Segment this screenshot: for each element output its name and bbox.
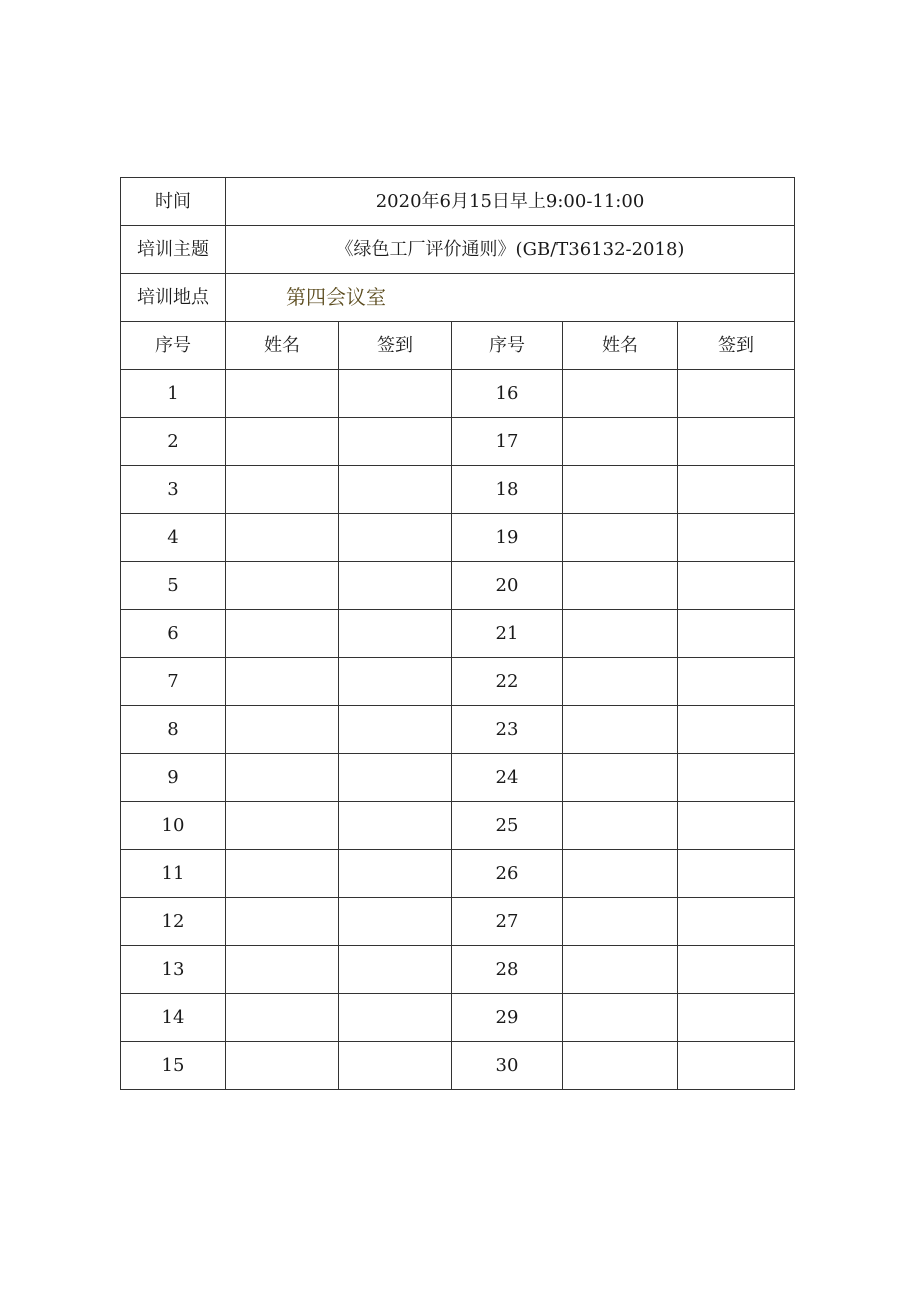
seq-cell-right: 28 (452, 946, 563, 994)
venue-label: 培训地点 (121, 274, 226, 322)
name-cell-left[interactable] (226, 706, 339, 754)
time-value: 2020年6月15日早上9:00-11:00 (226, 178, 795, 226)
name-cell-left[interactable] (226, 370, 339, 418)
name-cell-left[interactable] (226, 898, 339, 946)
sign-cell-left[interactable] (339, 466, 452, 514)
topic-value: 《绿色工厂评价通则》(GB/T36132-2018) (226, 226, 795, 274)
sign-cell-right[interactable] (678, 898, 795, 946)
sign-cell-right[interactable] (678, 706, 795, 754)
table-row (121, 802, 795, 850)
sign-cell-right[interactable] (678, 946, 795, 994)
name-cell-left[interactable] (226, 466, 339, 514)
sign-cell-left[interactable] (339, 994, 452, 1042)
sign-cell-left[interactable] (339, 562, 452, 610)
header-seq-left: 序号 (121, 322, 226, 370)
seq-cell-right: 19 (452, 514, 563, 562)
sign-cell-right[interactable] (678, 802, 795, 850)
table-row (121, 370, 795, 418)
sheet-body (121, 178, 795, 1090)
name-cell-right[interactable] (563, 658, 678, 706)
name-cell-right[interactable] (563, 898, 678, 946)
table-row (121, 898, 795, 946)
seq-cell-right: 25 (452, 802, 563, 850)
name-cell-right[interactable] (563, 754, 678, 802)
table-row (121, 850, 795, 898)
header-sign-left: 签到 (339, 322, 452, 370)
seq-cell-right: 30 (452, 1042, 563, 1090)
name-cell-right[interactable] (563, 562, 678, 610)
sign-cell-right[interactable] (678, 610, 795, 658)
seq-cell-left: 8 (121, 706, 226, 754)
name-cell-left[interactable] (226, 610, 339, 658)
table-row (121, 946, 795, 994)
seq-cell-right: 20 (452, 562, 563, 610)
seq-cell-left: 4 (121, 514, 226, 562)
sign-cell-right[interactable] (678, 562, 795, 610)
sign-cell-left[interactable] (339, 370, 452, 418)
name-cell-right[interactable] (563, 610, 678, 658)
column-header-row (121, 322, 795, 370)
header-name-right: 姓名 (563, 322, 678, 370)
table-row (121, 514, 795, 562)
table-row (121, 1042, 795, 1090)
seq-cell-left: 3 (121, 466, 226, 514)
name-cell-right[interactable] (563, 946, 678, 994)
name-cell-left[interactable] (226, 802, 339, 850)
sign-cell-left[interactable] (339, 754, 452, 802)
name-cell-right[interactable] (563, 802, 678, 850)
name-cell-right[interactable] (563, 706, 678, 754)
seq-cell-right: 29 (452, 994, 563, 1042)
sign-cell-right[interactable] (678, 418, 795, 466)
seq-cell-right: 26 (452, 850, 563, 898)
seq-cell-right: 27 (452, 898, 563, 946)
header-name-left: 姓名 (226, 322, 339, 370)
sign-cell-left[interactable] (339, 610, 452, 658)
sign-cell-left[interactable] (339, 1042, 452, 1090)
seq-cell-left: 6 (121, 610, 226, 658)
topic-row (121, 226, 795, 274)
name-cell-left[interactable] (226, 850, 339, 898)
seq-cell-right: 18 (452, 466, 563, 514)
sign-cell-right[interactable] (678, 466, 795, 514)
seq-cell-right: 16 (452, 370, 563, 418)
seq-cell-left: 9 (121, 754, 226, 802)
seq-cell-right: 21 (452, 610, 563, 658)
sign-cell-right[interactable] (678, 658, 795, 706)
sign-cell-left[interactable] (339, 898, 452, 946)
seq-cell-right: 17 (452, 418, 563, 466)
venue-row (121, 274, 795, 322)
seq-cell-left: 15 (121, 1042, 226, 1090)
name-cell-left[interactable] (226, 994, 339, 1042)
sign-cell-right[interactable] (678, 754, 795, 802)
sign-cell-left[interactable] (339, 850, 452, 898)
seq-cell-left: 1 (121, 370, 226, 418)
seq-cell-left: 13 (121, 946, 226, 994)
venue-value: 第四会议室 (286, 284, 386, 309)
seq-cell-left: 11 (121, 850, 226, 898)
sign-cell-left[interactable] (339, 514, 452, 562)
table-row (121, 754, 795, 802)
header-sign-right: 签到 (678, 322, 795, 370)
table-row (121, 706, 795, 754)
name-cell-left[interactable] (226, 754, 339, 802)
sign-cell-right[interactable] (678, 370, 795, 418)
seq-cell-left: 5 (121, 562, 226, 610)
table-row (121, 466, 795, 514)
seq-cell-right: 22 (452, 658, 563, 706)
name-cell-right[interactable] (563, 1042, 678, 1090)
name-cell-left[interactable] (226, 562, 339, 610)
sign-cell-right[interactable] (678, 994, 795, 1042)
time-row (121, 178, 795, 226)
table-row (121, 994, 795, 1042)
table-row (121, 658, 795, 706)
sign-cell-left[interactable] (339, 658, 452, 706)
sign-cell-left[interactable] (339, 706, 452, 754)
venue-value-cell (226, 274, 795, 322)
name-cell-right[interactable] (563, 418, 678, 466)
sign-cell-left[interactable] (339, 418, 452, 466)
seq-cell-left: 7 (121, 658, 226, 706)
name-cell-right[interactable] (563, 850, 678, 898)
sign-cell-left[interactable] (339, 946, 452, 994)
sign-cell-right[interactable] (678, 850, 795, 898)
time-label: 时间 (121, 178, 226, 226)
name-cell-left[interactable] (226, 658, 339, 706)
sign-cell-right[interactable] (678, 514, 795, 562)
seq-cell-right: 23 (452, 706, 563, 754)
seq-cell-right: 24 (452, 754, 563, 802)
table-row (121, 610, 795, 658)
name-cell-left[interactable] (226, 514, 339, 562)
topic-label: 培训主题 (121, 226, 226, 274)
sign-in-sheet (120, 177, 795, 1090)
table-row (121, 562, 795, 610)
name-cell-right[interactable] (563, 466, 678, 514)
seq-cell-left: 2 (121, 418, 226, 466)
name-cell-right[interactable] (563, 514, 678, 562)
table-row (121, 418, 795, 466)
seq-cell-left: 10 (121, 802, 226, 850)
name-cell-right[interactable] (563, 994, 678, 1042)
seq-cell-left: 12 (121, 898, 226, 946)
header-seq-right: 序号 (452, 322, 563, 370)
sign-cell-left[interactable] (339, 802, 452, 850)
sign-cell-right[interactable] (678, 1042, 795, 1090)
name-cell-left[interactable] (226, 1042, 339, 1090)
name-cell-left[interactable] (226, 418, 339, 466)
name-cell-right[interactable] (563, 370, 678, 418)
name-cell-left[interactable] (226, 946, 339, 994)
seq-cell-left: 14 (121, 994, 226, 1042)
